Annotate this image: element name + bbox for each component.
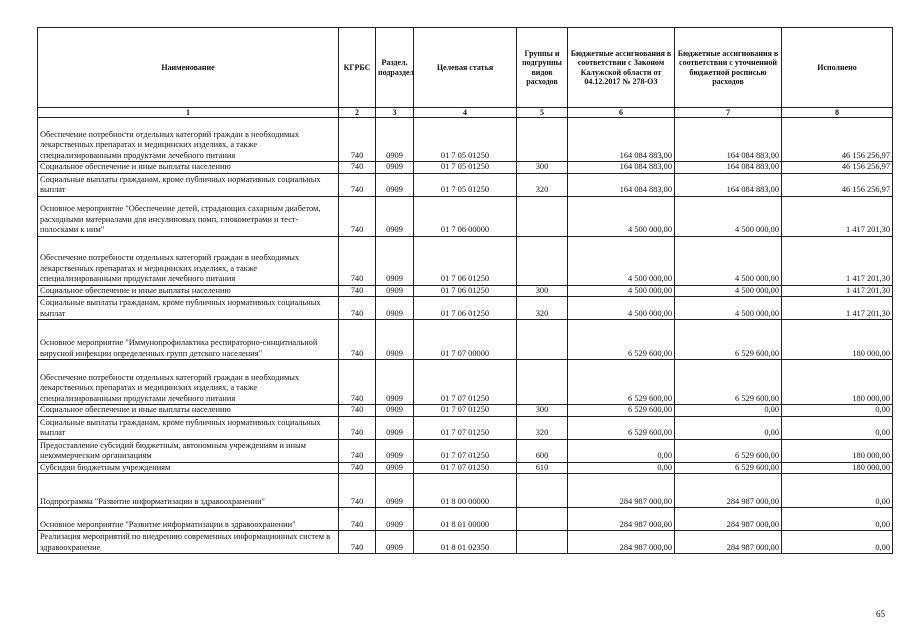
cell-refined: 6 529 600,00 bbox=[675, 439, 782, 462]
table-row bbox=[38, 531, 893, 554]
cell-section: 0909 bbox=[376, 173, 414, 196]
table-row bbox=[38, 320, 893, 360]
column-number: 4 bbox=[414, 108, 517, 118]
header-target: Целевая статья bbox=[414, 28, 517, 108]
cell-law: 164 084 883,00 bbox=[568, 162, 675, 174]
column-number: 2 bbox=[339, 108, 376, 118]
cell-group: 600 bbox=[517, 439, 568, 462]
cell-refined: 6 529 600,00 bbox=[675, 360, 782, 405]
cell-law: 4 500 000,00 bbox=[568, 236, 675, 285]
cell-executed: 1 417 201,30 bbox=[782, 236, 893, 285]
cell-name: Основное мероприятие "Иммунопрофилактика респираторно-синцитиальной вирусной инфекции определенных групп детского населения" bbox=[38, 320, 339, 360]
cell-refined: 4 500 000,00 bbox=[675, 297, 782, 320]
table-row bbox=[38, 405, 893, 417]
cell-group: 610 bbox=[517, 462, 568, 474]
cell-kgrbs: 740 bbox=[339, 531, 376, 554]
cell-kgrbs: 740 bbox=[339, 285, 376, 297]
cell-kgrbs: 740 bbox=[339, 320, 376, 360]
table-row bbox=[38, 416, 893, 439]
cell-section: 0909 bbox=[376, 196, 414, 236]
cell-name: Социальное обеспечение и иные выплаты населению bbox=[38, 285, 339, 297]
cell-kgrbs: 740 bbox=[339, 118, 376, 162]
cell-law: 6 529 600,00 bbox=[568, 405, 675, 417]
cell-kgrbs: 740 bbox=[339, 173, 376, 196]
table-row bbox=[38, 297, 893, 320]
cell-executed: 46 156 256,97 bbox=[782, 173, 893, 196]
cell-section: 0909 bbox=[376, 118, 414, 162]
cell-executed: 180 000,00 bbox=[782, 462, 893, 474]
cell-name: Обеспечение потребности отдельных категорий граждан в необходимых лекарственных препаратах и медицинских изделиях, а также специализированными продуктами лечебного питания bbox=[38, 236, 339, 285]
table-row bbox=[38, 360, 893, 405]
cell-section: 0909 bbox=[376, 405, 414, 417]
cell-section: 0909 bbox=[376, 531, 414, 554]
cell-group: 300 bbox=[517, 162, 568, 174]
cell-law: 164 084 883,00 bbox=[568, 173, 675, 196]
cell-name: Социальное обеспечение и иные выплаты населению bbox=[38, 405, 339, 417]
cell-section: 0909 bbox=[376, 297, 414, 320]
cell-kgrbs: 740 bbox=[339, 196, 376, 236]
header-name: Наименование bbox=[38, 28, 339, 108]
cell-name: Обеспечение потребности отдельных категорий граждан в необходимых лекарственных препаратах и медицинских изделиях, а также специализированными продуктами лечебного питания bbox=[38, 118, 339, 162]
table-row bbox=[38, 439, 893, 462]
budget-table bbox=[37, 27, 893, 554]
cell-target: 01 8 01 02350 bbox=[414, 531, 517, 554]
header-law: Бюджетные ассигнования в соответствии с Законом Калужской области от 04.12.2017 № 278-ОЗ bbox=[568, 28, 675, 108]
cell-law: 0,00 bbox=[568, 439, 675, 462]
cell-executed: 180 000,00 bbox=[782, 360, 893, 405]
column-number: 8 bbox=[782, 108, 893, 118]
column-number-row bbox=[38, 108, 893, 118]
cell-law: 284 987 000,00 bbox=[568, 474, 675, 508]
cell-section: 0909 bbox=[376, 416, 414, 439]
cell-name: Социальные выплаты гражданам, кроме публичных нормативных социальных выплат bbox=[38, 173, 339, 196]
table-row bbox=[38, 474, 893, 508]
cell-kgrbs: 740 bbox=[339, 360, 376, 405]
cell-target: 01 7 07 01250 bbox=[414, 462, 517, 474]
cell-name: Основное мероприятие "Обеспечение детей, страдающих сахарным диабетом, расходными материалами для инсулиновых помп, глюкометрами и тест-полосками к ним" bbox=[38, 196, 339, 236]
cell-refined: 284 987 000,00 bbox=[675, 508, 782, 531]
cell-target: 01 7 07 01250 bbox=[414, 416, 517, 439]
cell-kgrbs: 740 bbox=[339, 297, 376, 320]
cell-refined: 0,00 bbox=[675, 416, 782, 439]
cell-refined: 284 987 000,00 bbox=[675, 474, 782, 508]
cell-name: Реализация мероприятий по внедрению современных информационных систем в здравоохранение bbox=[38, 531, 339, 554]
cell-name: Основное мероприятие "Развитие информатизации в здравоохранении" bbox=[38, 508, 339, 531]
header-kgrbs: КГРБС bbox=[339, 28, 376, 108]
cell-law: 0,00 bbox=[568, 462, 675, 474]
header-refined: Бюджетные ассигнования в соответствии с уточненной бюджетной росписью расходов bbox=[675, 28, 782, 108]
cell-group bbox=[517, 236, 568, 285]
cell-target: 01 7 06 00000 bbox=[414, 196, 517, 236]
column-number: 6 bbox=[568, 108, 675, 118]
cell-name: Подпрограмма "Развитие информатизации в здравоохранении" bbox=[38, 474, 339, 508]
cell-section: 0909 bbox=[376, 462, 414, 474]
cell-group: 320 bbox=[517, 297, 568, 320]
column-number: 1 bbox=[38, 108, 339, 118]
table-row bbox=[38, 285, 893, 297]
header-groups: Группы и подгруппы видов расходов bbox=[517, 28, 568, 108]
cell-executed: 46 156 256,97 bbox=[782, 162, 893, 174]
cell-group: 320 bbox=[517, 416, 568, 439]
cell-group bbox=[517, 531, 568, 554]
cell-group bbox=[517, 508, 568, 531]
cell-group: 300 bbox=[517, 285, 568, 297]
cell-kgrbs: 740 bbox=[339, 439, 376, 462]
cell-law: 164 084 883,00 bbox=[568, 118, 675, 162]
column-number: 3 bbox=[376, 108, 414, 118]
cell-target: 01 7 07 01250 bbox=[414, 360, 517, 405]
cell-refined: 4 500 000,00 bbox=[675, 285, 782, 297]
cell-refined: 6 529 600,00 bbox=[675, 320, 782, 360]
cell-target: 01 7 06 01250 bbox=[414, 285, 517, 297]
cell-kgrbs: 740 bbox=[339, 236, 376, 285]
cell-executed: 0,00 bbox=[782, 474, 893, 508]
cell-kgrbs: 740 bbox=[339, 474, 376, 508]
header-row bbox=[38, 28, 893, 108]
cell-name: Субсидии бюджетным учреждениям bbox=[38, 462, 339, 474]
cell-kgrbs: 740 bbox=[339, 508, 376, 531]
cell-group bbox=[517, 320, 568, 360]
cell-refined: 4 500 000,00 bbox=[675, 196, 782, 236]
cell-target: 01 8 00 00000 bbox=[414, 474, 517, 508]
cell-executed: 1 417 201,30 bbox=[782, 196, 893, 236]
cell-executed: 0,00 bbox=[782, 416, 893, 439]
cell-executed: 180 000,00 bbox=[782, 439, 893, 462]
cell-section: 0909 bbox=[376, 439, 414, 462]
cell-law: 6 529 600,00 bbox=[568, 360, 675, 405]
table-row bbox=[38, 196, 893, 236]
cell-executed: 0,00 bbox=[782, 508, 893, 531]
cell-group: 300 bbox=[517, 405, 568, 417]
cell-target: 01 7 05 01250 bbox=[414, 118, 517, 162]
cell-group bbox=[517, 196, 568, 236]
table-row bbox=[38, 118, 893, 162]
cell-refined: 6 529 600,00 bbox=[675, 462, 782, 474]
cell-section: 0909 bbox=[376, 162, 414, 174]
cell-refined: 164 084 883,00 bbox=[675, 162, 782, 174]
column-number: 7 bbox=[675, 108, 782, 118]
header-executed: Исполнено bbox=[782, 28, 893, 108]
cell-executed: 1 417 201,30 bbox=[782, 297, 893, 320]
table-row bbox=[38, 236, 893, 285]
cell-refined: 0,00 bbox=[675, 405, 782, 417]
cell-group bbox=[517, 360, 568, 405]
table-row bbox=[38, 162, 893, 174]
cell-refined: 284 987 000,00 bbox=[675, 531, 782, 554]
cell-law: 6 529 600,00 bbox=[568, 320, 675, 360]
cell-name: Социальные выплаты гражданам, кроме публичных нормативных социальных выплат bbox=[38, 416, 339, 439]
cell-executed: 0,00 bbox=[782, 531, 893, 554]
cell-target: 01 7 07 00000 bbox=[414, 320, 517, 360]
cell-section: 0909 bbox=[376, 236, 414, 285]
cell-section: 0909 bbox=[376, 474, 414, 508]
page-number: 65 bbox=[876, 609, 885, 619]
header-section: Раздел, подраздел bbox=[376, 28, 414, 108]
cell-law: 6 529 600,00 bbox=[568, 416, 675, 439]
column-number: 5 bbox=[517, 108, 568, 118]
cell-executed: 0,00 bbox=[782, 405, 893, 417]
cell-refined: 164 084 883,00 bbox=[675, 173, 782, 196]
cell-executed: 180 000,00 bbox=[782, 320, 893, 360]
cell-target: 01 7 07 01250 bbox=[414, 439, 517, 462]
cell-executed: 1 417 201,30 bbox=[782, 285, 893, 297]
cell-target: 01 7 05 01250 bbox=[414, 162, 517, 174]
table-row bbox=[38, 173, 893, 196]
cell-section: 0909 bbox=[376, 285, 414, 297]
cell-kgrbs: 740 bbox=[339, 462, 376, 474]
cell-group bbox=[517, 474, 568, 508]
cell-target: 01 7 05 01250 bbox=[414, 173, 517, 196]
cell-law: 284 987 000,00 bbox=[568, 508, 675, 531]
cell-kgrbs: 740 bbox=[339, 405, 376, 417]
cell-law: 4 500 000,00 bbox=[568, 196, 675, 236]
cell-target: 01 7 06 01250 bbox=[414, 297, 517, 320]
cell-kgrbs: 740 bbox=[339, 162, 376, 174]
cell-name: Социальное обеспечение и иные выплаты населению bbox=[38, 162, 339, 174]
cell-name: Предоставление субсидий бюджетным, автономным учреждениям и иным некоммерческим организациям bbox=[38, 439, 339, 462]
cell-target: 01 7 07 01250 bbox=[414, 405, 517, 417]
cell-group: 320 bbox=[517, 173, 568, 196]
cell-name: Обеспечение потребности отдельных категорий граждан в необходимых лекарственных препаратах и медицинских изделиях, а также специализированными продуктами лечебного питания bbox=[38, 360, 339, 405]
cell-target: 01 8 01 00000 bbox=[414, 508, 517, 531]
cell-executed: 46 156 256,97 bbox=[782, 118, 893, 162]
cell-name: Социальные выплаты гражданам, кроме публичных нормативных социальных выплат bbox=[38, 297, 339, 320]
cell-group bbox=[517, 118, 568, 162]
cell-law: 4 500 000,00 bbox=[568, 285, 675, 297]
cell-law: 284 987 000,00 bbox=[568, 531, 675, 554]
cell-law: 4 500 000,00 bbox=[568, 297, 675, 320]
cell-target: 01 7 06 01250 bbox=[414, 236, 517, 285]
cell-section: 0909 bbox=[376, 508, 414, 531]
cell-refined: 4 500 000,00 bbox=[675, 236, 782, 285]
cell-refined: 164 084 883,00 bbox=[675, 118, 782, 162]
table-row bbox=[38, 462, 893, 474]
cell-kgrbs: 740 bbox=[339, 416, 376, 439]
cell-section: 0909 bbox=[376, 360, 414, 405]
cell-section: 0909 bbox=[376, 320, 414, 360]
table-row bbox=[38, 508, 893, 531]
